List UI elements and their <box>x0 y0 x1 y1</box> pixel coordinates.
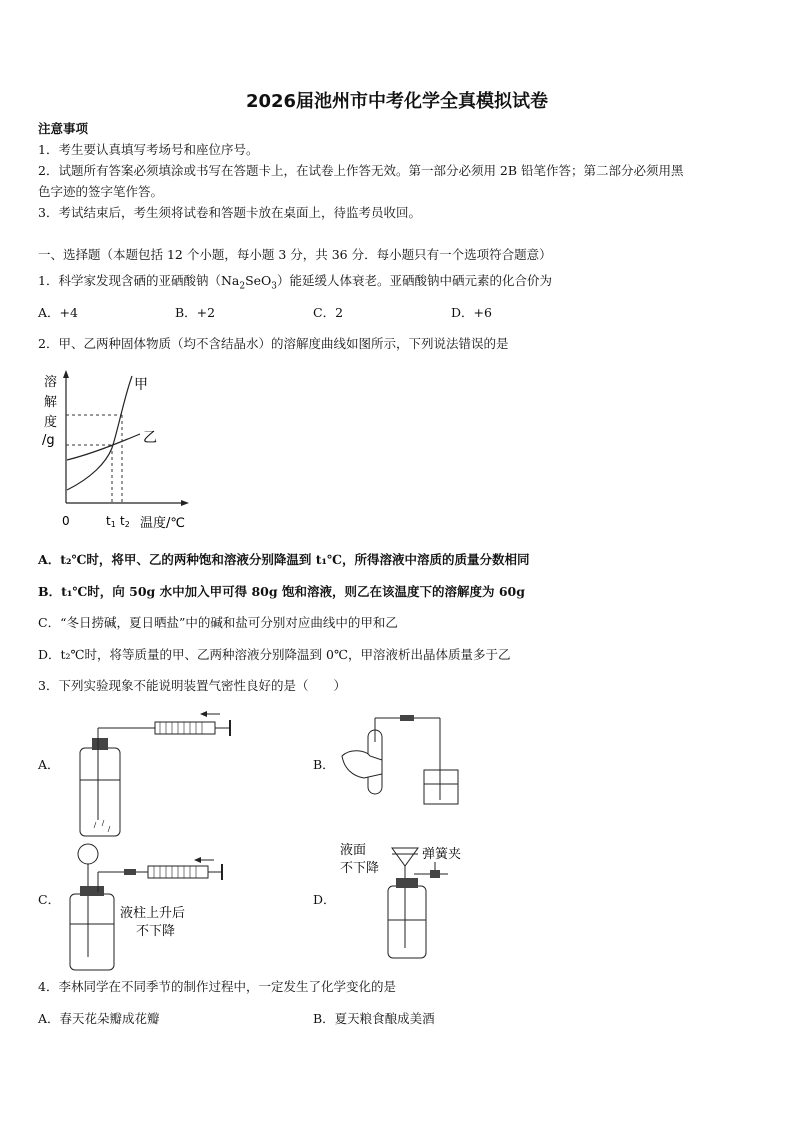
d-note-right: 弹簧夹 <box>422 847 462 862</box>
b-hand <box>342 751 382 778</box>
c-funnel-bulb <box>78 844 98 864</box>
apparatus-c <box>66 842 236 974</box>
graph-t1: t1 <box>106 514 116 529</box>
apparatus-a <box>70 708 235 840</box>
q2-option-a: A．t₂℃时，将甲、乙的两种饱和溶液分别降温到 t₁℃，所得溶液中溶质的质量分数相同 <box>38 552 530 567</box>
q4-option-b: B．夏天粮食酿成美酒 <box>313 1011 435 1026</box>
curve-yi <box>67 434 140 460</box>
graph-label-yi: 乙 <box>143 430 157 446</box>
a-bubbles <box>94 820 110 832</box>
question-2-stem: 2．甲、乙两种固体物质（均不含结晶水）的溶解度曲线如图所示，下列说法错误的是 <box>38 336 509 351</box>
q1-sub-1: 2 <box>239 281 246 292</box>
c-connector <box>124 869 136 875</box>
a-arrow-head <box>200 711 207 717</box>
q2-option-d: D．t₂℃时，将等质量的甲、乙两种溶液分别降温到 0℃，甲溶液析出晶体质量多于乙 <box>38 647 511 662</box>
apparatus-b <box>340 712 480 812</box>
q1-sub-2: 3 <box>271 281 278 292</box>
question-3-stem: 3．下列实验现象不能说明装置气密性良好的是（ ） <box>38 678 346 693</box>
q3-label-b: B． <box>313 757 335 772</box>
c-bottle <box>70 894 114 970</box>
d-bottle <box>388 886 426 958</box>
notice-heading: 注意事项 <box>38 121 89 136</box>
b-connector <box>400 715 414 721</box>
apparatus-d <box>340 840 480 968</box>
q1-option-c: C．2 <box>313 305 344 320</box>
graph-label-jia: 甲 <box>134 377 148 393</box>
page-title: 2026届池州市中考化学全真模拟试卷 <box>245 91 549 112</box>
c-stopper <box>80 886 104 896</box>
graph-origin: 0 <box>62 514 70 528</box>
graph-ylabel-3: 度 <box>44 415 58 430</box>
d-funnel <box>392 848 418 866</box>
graph-x-arrow <box>181 500 189 506</box>
question-1-stem <box>38 270 552 298</box>
q2-option-b: B．t₁℃时，向 50g 水中加入甲可得 80g 饱和溶液，则乙在该温度下的溶解度为 60g <box>38 584 525 599</box>
graph-t2: t2 <box>120 514 130 529</box>
q3-label-a: A． <box>38 757 60 772</box>
d-stopper <box>396 878 418 888</box>
c-note-2: 不下降 <box>136 924 176 939</box>
graph-ylabel-2: 解 <box>44 395 58 410</box>
d-note-left-1: 液面 <box>340 843 367 858</box>
b-beaker <box>424 770 458 804</box>
question-4-stem: 4．李林同学在不同季节的制作过程中，一定发生了化学变化的是 <box>38 979 396 994</box>
q1-option-b: B．+2 <box>175 305 216 320</box>
q1-option-a: A．+4 <box>38 305 78 320</box>
q1-stem-b: SeO <box>245 273 272 288</box>
notice-item-2: 2．试题所有答案必须填涂或书写在答题卡上，在试卷上作答无效。第一部分必须用 2B 铅笔作答；第二部分必须用黑 <box>38 163 684 178</box>
q1-option-d: D．+6 <box>451 305 492 320</box>
notice-item-2-cont: 色字迹的签字笔作答。 <box>38 184 164 199</box>
graph-ylabel-1: 溶 <box>44 375 58 390</box>
a-syringe-barrel <box>155 722 215 734</box>
a-bottle <box>80 748 120 836</box>
c-arrow-head <box>194 857 201 863</box>
a-syringe-scale <box>160 722 202 734</box>
q4-option-a: A．春天花朵瓣成花瓣 <box>38 1011 160 1026</box>
c-syringe-scale <box>154 866 196 878</box>
d-clamp <box>430 870 440 878</box>
q2-option-c: C．“冬日捞碱，夏日晒盐”中的碱和盐可分别对应曲线中的甲和乙 <box>38 615 398 630</box>
d-note-left-2: 不下降 <box>340 861 380 876</box>
q1-stem-c: ）能延缓人体衰老。亚硒酸钠中硒元素的化合价为 <box>277 273 553 288</box>
q3-label-c: C． <box>38 892 61 907</box>
graph-ylabel-4: /g <box>42 433 55 448</box>
graph-y-arrow <box>63 370 69 378</box>
notice-item-1: 1．考生要认真填写考场号和座位序号。 <box>38 142 259 157</box>
section-heading: 一、选择题（本题包括 12 个小题，每小题 3 分，共 36 分．每小题只有一个选项符合题意） <box>38 247 552 262</box>
notice-item-3: 3．考试结束后，考生须将试卷和答题卡放在桌面上，待监考员收回。 <box>38 205 421 220</box>
c-note-1: 液柱上升后 <box>120 906 186 921</box>
q1-stem-a: 1．科学家发现含硒的亚硒酸钠（Na <box>38 273 240 288</box>
a-stopper <box>92 738 108 750</box>
q3-label-d: D． <box>313 892 336 907</box>
solubility-curve-graph <box>36 368 206 536</box>
graph-xlabel: 温度/℃ <box>140 516 185 531</box>
